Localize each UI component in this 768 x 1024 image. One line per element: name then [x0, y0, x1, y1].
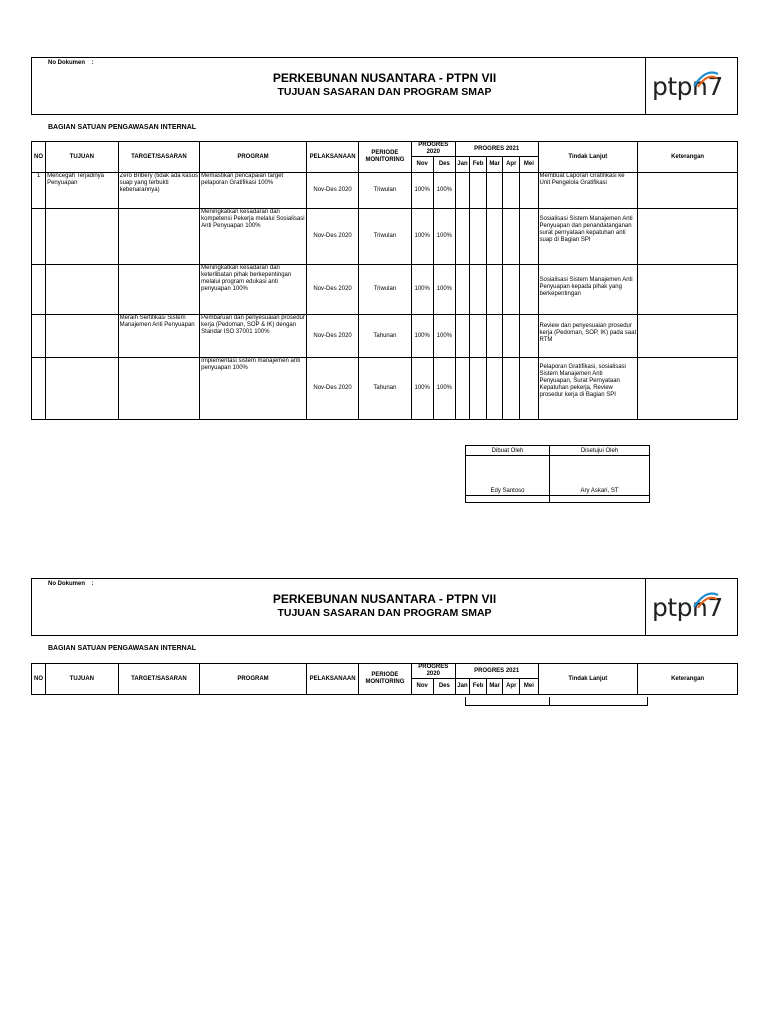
col-periode: PERIODE MONITORING: [359, 142, 411, 173]
cell-nov: 100%: [411, 209, 433, 265]
cell-no: 1: [32, 173, 46, 209]
cell-mar: [487, 173, 503, 209]
col-periode: PERIODE MONITORING: [359, 664, 411, 695]
cell-pelaksanaan: Nov-Des 2020: [306, 209, 358, 265]
cell-keterangan: [638, 358, 738, 420]
col-nov: Nov: [411, 157, 433, 173]
cell-program: Implementasi sistem manajemen anti penyuapan 100%: [200, 358, 307, 420]
cell-periode: Triwulan: [359, 173, 411, 209]
approved-by-label: Disetujui Oleh: [550, 446, 650, 456]
cell-target: [118, 265, 200, 315]
col-pelaksanaan: PELAKSANAAN: [306, 142, 358, 173]
cell-program: Meningkatkan kesadaran dan kompetensi Pekerja melalui Sosialisasi Anti Penyuapan 100%: [200, 209, 307, 265]
cell-apr: [503, 265, 520, 315]
table-row: [32, 315, 738, 358]
cell-jan: [455, 209, 469, 265]
cell-feb: [469, 265, 486, 315]
col-tujuan: TUJUAN: [46, 142, 119, 173]
col-progres-2021: PROGRES 2021: [455, 664, 538, 679]
doc-number-label: No Dokumen :: [48, 60, 94, 66]
cell-program: Meningkatkan kesadaran dan keterlibatan pihak berkepentingan melalui program edukasi anti penyuapan 100%: [200, 265, 307, 315]
cell-jan: [455, 265, 469, 315]
col-mar: Mar: [487, 679, 503, 695]
cell-feb: [469, 315, 486, 358]
cell-no: [32, 209, 46, 265]
header-logo-divider: [645, 58, 646, 114]
cell-periode: Tahunan: [359, 315, 411, 358]
cell-jan: [455, 315, 469, 358]
section-label: BAGIAN SATUAN PENGAWASAN INTERNAL: [48, 645, 197, 652]
cell-apr: [503, 315, 520, 358]
document-subtitle: TUJUAN SASARAN DAN PROGRAM SMAP: [277, 86, 492, 98]
signature-stub-divider: [549, 697, 550, 705]
cell-tujuan: Mencegah Terjadinya Penyuapan: [46, 173, 119, 209]
cell-tindak-lanjut: Sosialisasi Sistem Manajemen Anti Penyuapan kepada pihak yang berkepentingan: [538, 265, 638, 315]
cell-mar: [487, 209, 503, 265]
cell-nov: 100%: [411, 265, 433, 315]
cell-tindak-lanjut: Sosialisasi Sistem Manajemen Anti Penyuapan dan penandatanganan surat pernyataan kepatuhan anti suap di Bagian SPI: [538, 209, 638, 265]
logo-number: 7: [707, 593, 723, 622]
col-feb: Feb: [469, 157, 486, 173]
cell-periode: Triwulan: [359, 265, 411, 315]
col-progres-2021: PROGRES 2021: [455, 142, 538, 157]
cell-mar: [487, 358, 503, 420]
cell-des: 100%: [433, 173, 455, 209]
section-label: BAGIAN SATUAN PENGAWASAN INTERNAL: [48, 124, 197, 131]
table-row: [32, 265, 738, 315]
cell-no: [32, 358, 46, 420]
cell-feb: [469, 173, 486, 209]
cell-des: 100%: [433, 209, 455, 265]
cell-tindak-lanjut: Membuat Laporan Gratifikasi ke Unit Pengelola Gratifikasi: [538, 173, 638, 209]
cell-apr: [503, 173, 520, 209]
logo-text: ptpn: [652, 72, 708, 101]
col-target: TARGET/SASARAN: [118, 664, 200, 695]
smap-table-page-2: [31, 663, 738, 695]
cell-apr: [503, 358, 520, 420]
col-tujuan: TUJUAN: [46, 664, 119, 695]
cell-program: Memastikan pencapaian target pelaporan Gratifikasi 100%: [200, 173, 307, 209]
cell-pelaksanaan: Nov-Des 2020: [306, 173, 358, 209]
cell-periode: Triwulan: [359, 209, 411, 265]
cell-jan: [455, 173, 469, 209]
logo-text: ptpn: [652, 593, 708, 622]
cell-jan: [455, 358, 469, 420]
cell-apr: [503, 209, 520, 265]
cell-periode: Tahunan: [359, 358, 411, 420]
cell-mei: [520, 358, 538, 420]
cell-tujuan: [46, 358, 119, 420]
cell-feb: [469, 358, 486, 420]
ptpn-logo: [652, 593, 723, 622]
logo-swoosh-icon: [692, 66, 720, 88]
col-mar: Mar: [487, 157, 503, 173]
cell-no: [32, 315, 46, 358]
cell-program: Pembaruan dan penyesuaian prosedur kerja (Pedoman, SOP & IK) dengan Standar ISO 37001 100%: [200, 315, 307, 358]
col-program: PROGRAM: [200, 142, 307, 173]
col-keterangan: Keterangan: [638, 664, 738, 695]
col-apr: Apr: [503, 157, 520, 173]
col-mei: Mei: [520, 157, 538, 173]
table-row: [32, 209, 738, 265]
cell-nov: 100%: [411, 173, 433, 209]
cell-nov: 100%: [411, 358, 433, 420]
col-feb: Feb: [469, 679, 486, 695]
cell-des: 100%: [433, 265, 455, 315]
col-des: Des: [433, 679, 455, 695]
col-nov: Nov: [411, 679, 433, 695]
cell-pelaksanaan: Nov-Des 2020: [306, 358, 358, 420]
company-title: PERKEBUNAN NUSANTARA - PTPN VII: [272, 71, 497, 85]
header-box-page-2: [31, 578, 738, 636]
col-no: NO: [32, 142, 46, 173]
cell-tindak-lanjut: Pelaporan Gratifikasi, sosialisasi Sistem Manajemen Anti Penyuapan, Surat Pernyataan Kepatuhan pekerja, Review prosedur kerja di Bagian SPI: [538, 358, 638, 420]
approved-by-name: Ary Askari, ST: [550, 456, 650, 496]
col-apr: Apr: [503, 679, 520, 695]
col-no: NO: [32, 664, 46, 695]
cell-nov: 100%: [411, 315, 433, 358]
col-tindak-lanjut: Tindak Lanjut: [538, 664, 638, 695]
made-by-name: Edy Santoso: [466, 456, 550, 496]
cell-no: [32, 265, 46, 315]
col-program: PROGRAM: [200, 664, 307, 695]
cell-target: Zero Bribery (tidak ada kasus suap yang terbukti kebenarannya): [118, 173, 200, 209]
cell-pelaksanaan: Nov-Des 2020: [306, 315, 358, 358]
cell-tujuan: [46, 315, 119, 358]
cell-pelaksanaan: Nov-Des 2020: [306, 265, 358, 315]
signature-table: [465, 445, 650, 503]
col-pelaksanaan: PELAKSANAAN: [306, 664, 358, 695]
cell-tujuan: [46, 265, 119, 315]
header-box: [31, 57, 738, 115]
cell-target: [118, 209, 200, 265]
logo-swoosh-icon: [692, 587, 720, 609]
cell-mei: [520, 315, 538, 358]
cell-mei: [520, 173, 538, 209]
cell-target: [118, 358, 200, 420]
col-mei: Mei: [520, 679, 538, 695]
cell-keterangan: [638, 265, 738, 315]
table-row: [32, 358, 738, 420]
col-jan: Jan: [455, 679, 469, 695]
cell-mei: [520, 265, 538, 315]
table-row: [32, 173, 738, 209]
made-by-label: Dibuat Oleh: [466, 446, 550, 456]
logo-number: 7: [707, 72, 723, 101]
signature-date-cell: [550, 496, 650, 503]
cell-mar: [487, 315, 503, 358]
header-logo-divider: [645, 579, 646, 635]
cell-des: 100%: [433, 315, 455, 358]
col-progres-2020: PROGRES 2020: [411, 664, 455, 679]
cell-tindak-lanjut: Review dan penyesuaian prosedur kerja (Pedoman, SOP, IK) pada saat RTM: [538, 315, 638, 358]
cell-mar: [487, 265, 503, 315]
col-jan: Jan: [455, 157, 469, 173]
cell-tujuan: [46, 209, 119, 265]
col-progres-2020: PROGRES 2020: [411, 142, 455, 157]
cell-keterangan: [638, 209, 738, 265]
ptpn-logo: [652, 72, 723, 101]
cell-feb: [469, 209, 486, 265]
col-keterangan: Keterangan: [638, 142, 738, 173]
cell-mei: [520, 209, 538, 265]
company-title: PERKEBUNAN NUSANTARA - PTPN VII: [272, 592, 497, 606]
col-des: Des: [433, 157, 455, 173]
signature-date-cell: [466, 496, 550, 503]
col-tindak-lanjut: Tindak Lanjut: [538, 142, 638, 173]
doc-number-label: No Dokumen :: [48, 581, 94, 587]
page-2-signature-stub: [465, 697, 648, 706]
cell-des: 100%: [433, 358, 455, 420]
cell-keterangan: [638, 315, 738, 358]
cell-target: Meraih Sertifikasi Sistem Manajemen Anti Penyuapan: [118, 315, 200, 358]
col-target: TARGET/SASARAN: [118, 142, 200, 173]
cell-keterangan: [638, 173, 738, 209]
smap-table: [31, 141, 738, 420]
document-subtitle: TUJUAN SASARAN DAN PROGRAM SMAP: [277, 607, 492, 619]
